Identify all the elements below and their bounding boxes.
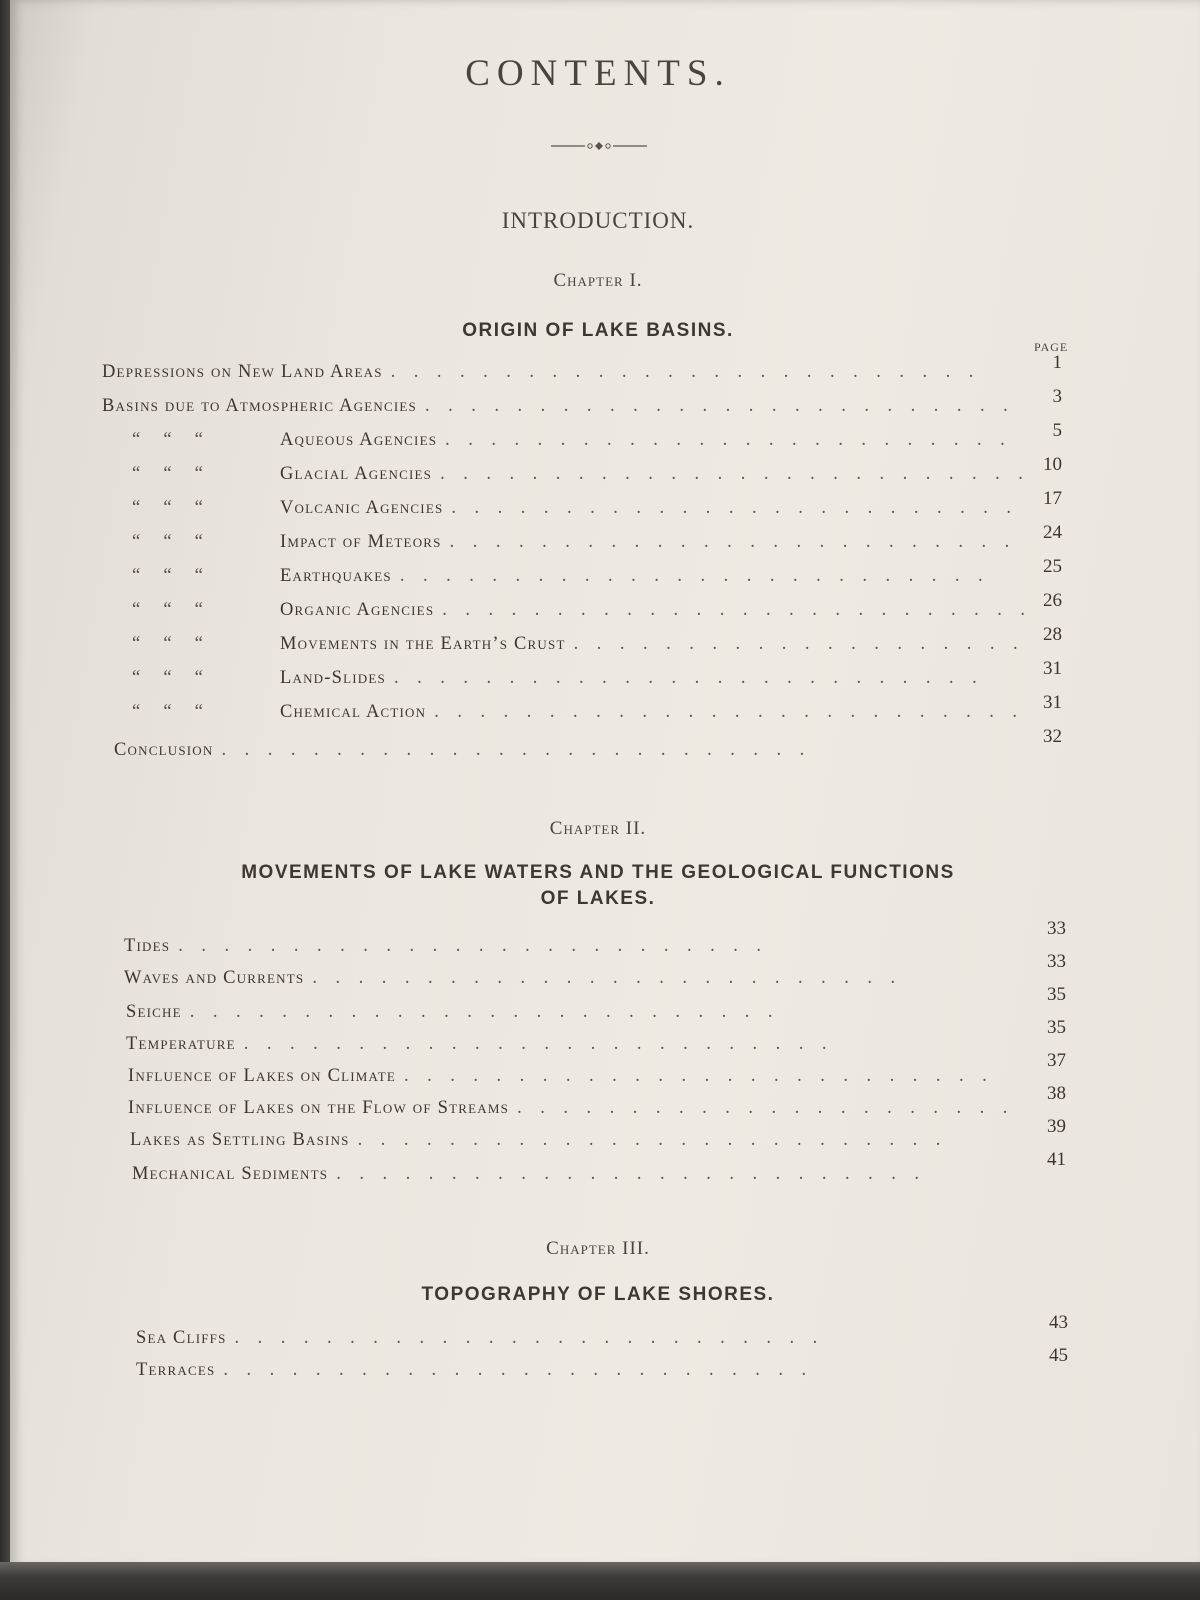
dot-leader (517, 1098, 1024, 1119)
toc-entry-page: 35 (1047, 1017, 1066, 1038)
toc-entry[interactable] (132, 702, 1032, 732)
toc-entry-page: 24 (1043, 522, 1062, 543)
toc-entry-page: 33 (1047, 951, 1066, 972)
toc-entry[interactable] (132, 566, 1032, 596)
toc-entry-page: 35 (1047, 984, 1066, 1005)
toc-entry-page: 33 (1047, 918, 1066, 939)
dot-leader (574, 634, 1024, 655)
toc-entry-page: 26 (1043, 590, 1062, 611)
dot-leader (434, 702, 1024, 723)
ditto-marks: “ “ “ (132, 430, 208, 450)
toc-entry[interactable] (132, 600, 1032, 630)
chapter-2-number: Chapter II. (549, 818, 647, 839)
toc-entry-page: 5 (1052, 420, 1062, 441)
toc-entry-label: Sea Cliffs (136, 1328, 227, 1348)
toc-entry-label: Land-Slides (280, 668, 386, 688)
dot-leader (358, 1130, 1024, 1151)
dot-leader (235, 1328, 1024, 1349)
dot-leader (425, 396, 1024, 417)
ditto-marks: “ “ “ (132, 634, 208, 654)
ditto-marks: “ “ “ (132, 464, 208, 484)
toc-entry-label: Organic Agencies (280, 600, 435, 620)
toc-entry-page: 3 (1052, 386, 1062, 407)
book-bottom-edge (0, 1562, 1200, 1600)
chapter-2-title-line1: MOVEMENTS OF LAKE WATERS AND THE GEOLOGICAL FUNCTIONS (241, 862, 955, 883)
toc-entry-label: Glacial Agencies (280, 464, 433, 484)
toc-entry-label: Mechanical Sediments (132, 1164, 329, 1184)
toc-entry-label: Aqueous Agencies (280, 430, 438, 450)
ornament-divider (549, 138, 649, 154)
toc-entry[interactable] (132, 464, 1032, 494)
toc-entry-page: 10 (1043, 454, 1062, 475)
toc-entry[interactable] (132, 1164, 1032, 1194)
dot-leader (451, 498, 1024, 519)
toc-entry[interactable] (130, 1130, 1032, 1160)
ditto-marks: “ “ “ (132, 600, 208, 620)
toc-entry[interactable] (132, 668, 1032, 698)
toc-entry[interactable] (132, 532, 1032, 562)
toc-entry-label: Influence of Lakes on the Flow of Streams (128, 1098, 510, 1118)
toc-entry[interactable] (114, 740, 1032, 770)
book-page (10, 0, 1200, 1568)
toc-entry-page: 31 (1043, 658, 1062, 679)
toc-entry[interactable] (128, 1098, 1032, 1128)
toc-entry[interactable] (132, 634, 1032, 664)
toc-entry-page: 37 (1047, 1050, 1066, 1071)
ditto-marks: “ “ “ (132, 532, 208, 552)
toc-entry[interactable] (136, 1360, 1032, 1390)
toc-entry[interactable] (102, 362, 1032, 392)
dot-leader (400, 566, 1024, 587)
dot-leader (190, 1002, 1024, 1023)
toc-entry-page: 17 (1043, 488, 1062, 509)
ditto-marks: “ “ “ (132, 498, 208, 518)
toc-entry-page: 45 (1049, 1345, 1068, 1366)
chapter-3-title: TOPOGRAPHY OF LAKE SHORES. (421, 1284, 775, 1305)
dot-leader (391, 362, 1024, 383)
toc-entry-label: Depressions on New Land Areas (102, 362, 383, 382)
toc-entry-page: 1 (1052, 352, 1062, 373)
toc-entry-page: 32 (1043, 726, 1062, 747)
ditto-marks: “ “ “ (132, 668, 208, 688)
ditto-marks: “ “ “ (132, 702, 208, 722)
chapter-1-title: ORIGIN OF LAKE BASINS. (462, 320, 734, 341)
toc-entry-label: Chemical Action (280, 702, 427, 722)
page-column-header: PAGE (1034, 340, 1069, 354)
toc-entry-label: Basins due to Atmospheric Agencies (102, 396, 417, 416)
dot-leader (221, 740, 1024, 761)
dot-leader (394, 668, 1024, 689)
toc-entry[interactable] (126, 1034, 1032, 1064)
dot-leader (223, 1360, 1024, 1381)
toc-entry-label: Lakes as Settling Basins (130, 1130, 350, 1150)
page-title: CONTENTS. (465, 53, 731, 94)
introduction-heading: INTRODUCTION. (501, 208, 695, 233)
toc-entry[interactable] (126, 1002, 1032, 1032)
toc-entry-label: Waves and Currents (124, 968, 305, 988)
chapter-2-title-line2: OF LAKES. (540, 888, 656, 909)
toc-entry-label: Influence of Lakes on Climate (128, 1066, 396, 1086)
toc-entry[interactable] (136, 1328, 1032, 1358)
toc-entry-page: 39 (1047, 1116, 1066, 1137)
toc-entry-label: Seiche (126, 1002, 182, 1022)
toc-entry-page: 25 (1043, 556, 1062, 577)
toc-entry[interactable] (132, 430, 1032, 460)
dot-leader (178, 936, 1024, 957)
toc-entry-label: Volcanic Agencies (280, 498, 444, 518)
dot-leader (440, 464, 1024, 485)
toc-entry-label: Terraces (136, 1360, 216, 1380)
toc-entry-label: Conclusion (114, 740, 214, 760)
dot-leader (442, 600, 1024, 621)
toc-entry-page: 38 (1047, 1083, 1066, 1104)
toc-entry[interactable] (124, 968, 1032, 998)
chapter-3-number: Chapter III. (546, 1238, 650, 1259)
toc-entry[interactable] (132, 498, 1032, 528)
toc-entry-label: Temperature (126, 1034, 236, 1054)
toc-entry-page: 31 (1043, 692, 1062, 713)
chapter-2-title (10, 862, 1186, 910)
toc-entry[interactable] (128, 1066, 1032, 1096)
toc-entry-label: Movements in the Earth’s Crust (280, 634, 566, 654)
dot-leader (244, 1034, 1024, 1055)
dot-leader (445, 430, 1024, 451)
toc-entry-label: Tides (124, 936, 171, 956)
toc-entry[interactable] (124, 936, 1032, 966)
ditto-marks: “ “ “ (132, 566, 208, 586)
toc-entry-label: Earthquakes (280, 566, 392, 586)
dot-leader (404, 1066, 1024, 1087)
dot-leader (312, 968, 1024, 989)
toc-entry-page: 41 (1047, 1149, 1066, 1170)
toc-entry-page: 28 (1043, 624, 1062, 645)
toc-entry-page: 43 (1049, 1312, 1068, 1333)
dot-leader (450, 532, 1024, 553)
toc-entry-label: Impact of Meteors (280, 532, 442, 552)
chapter-1-number: Chapter I. (553, 270, 643, 291)
dot-leader (336, 1164, 1024, 1185)
toc-entry[interactable] (102, 396, 1032, 426)
